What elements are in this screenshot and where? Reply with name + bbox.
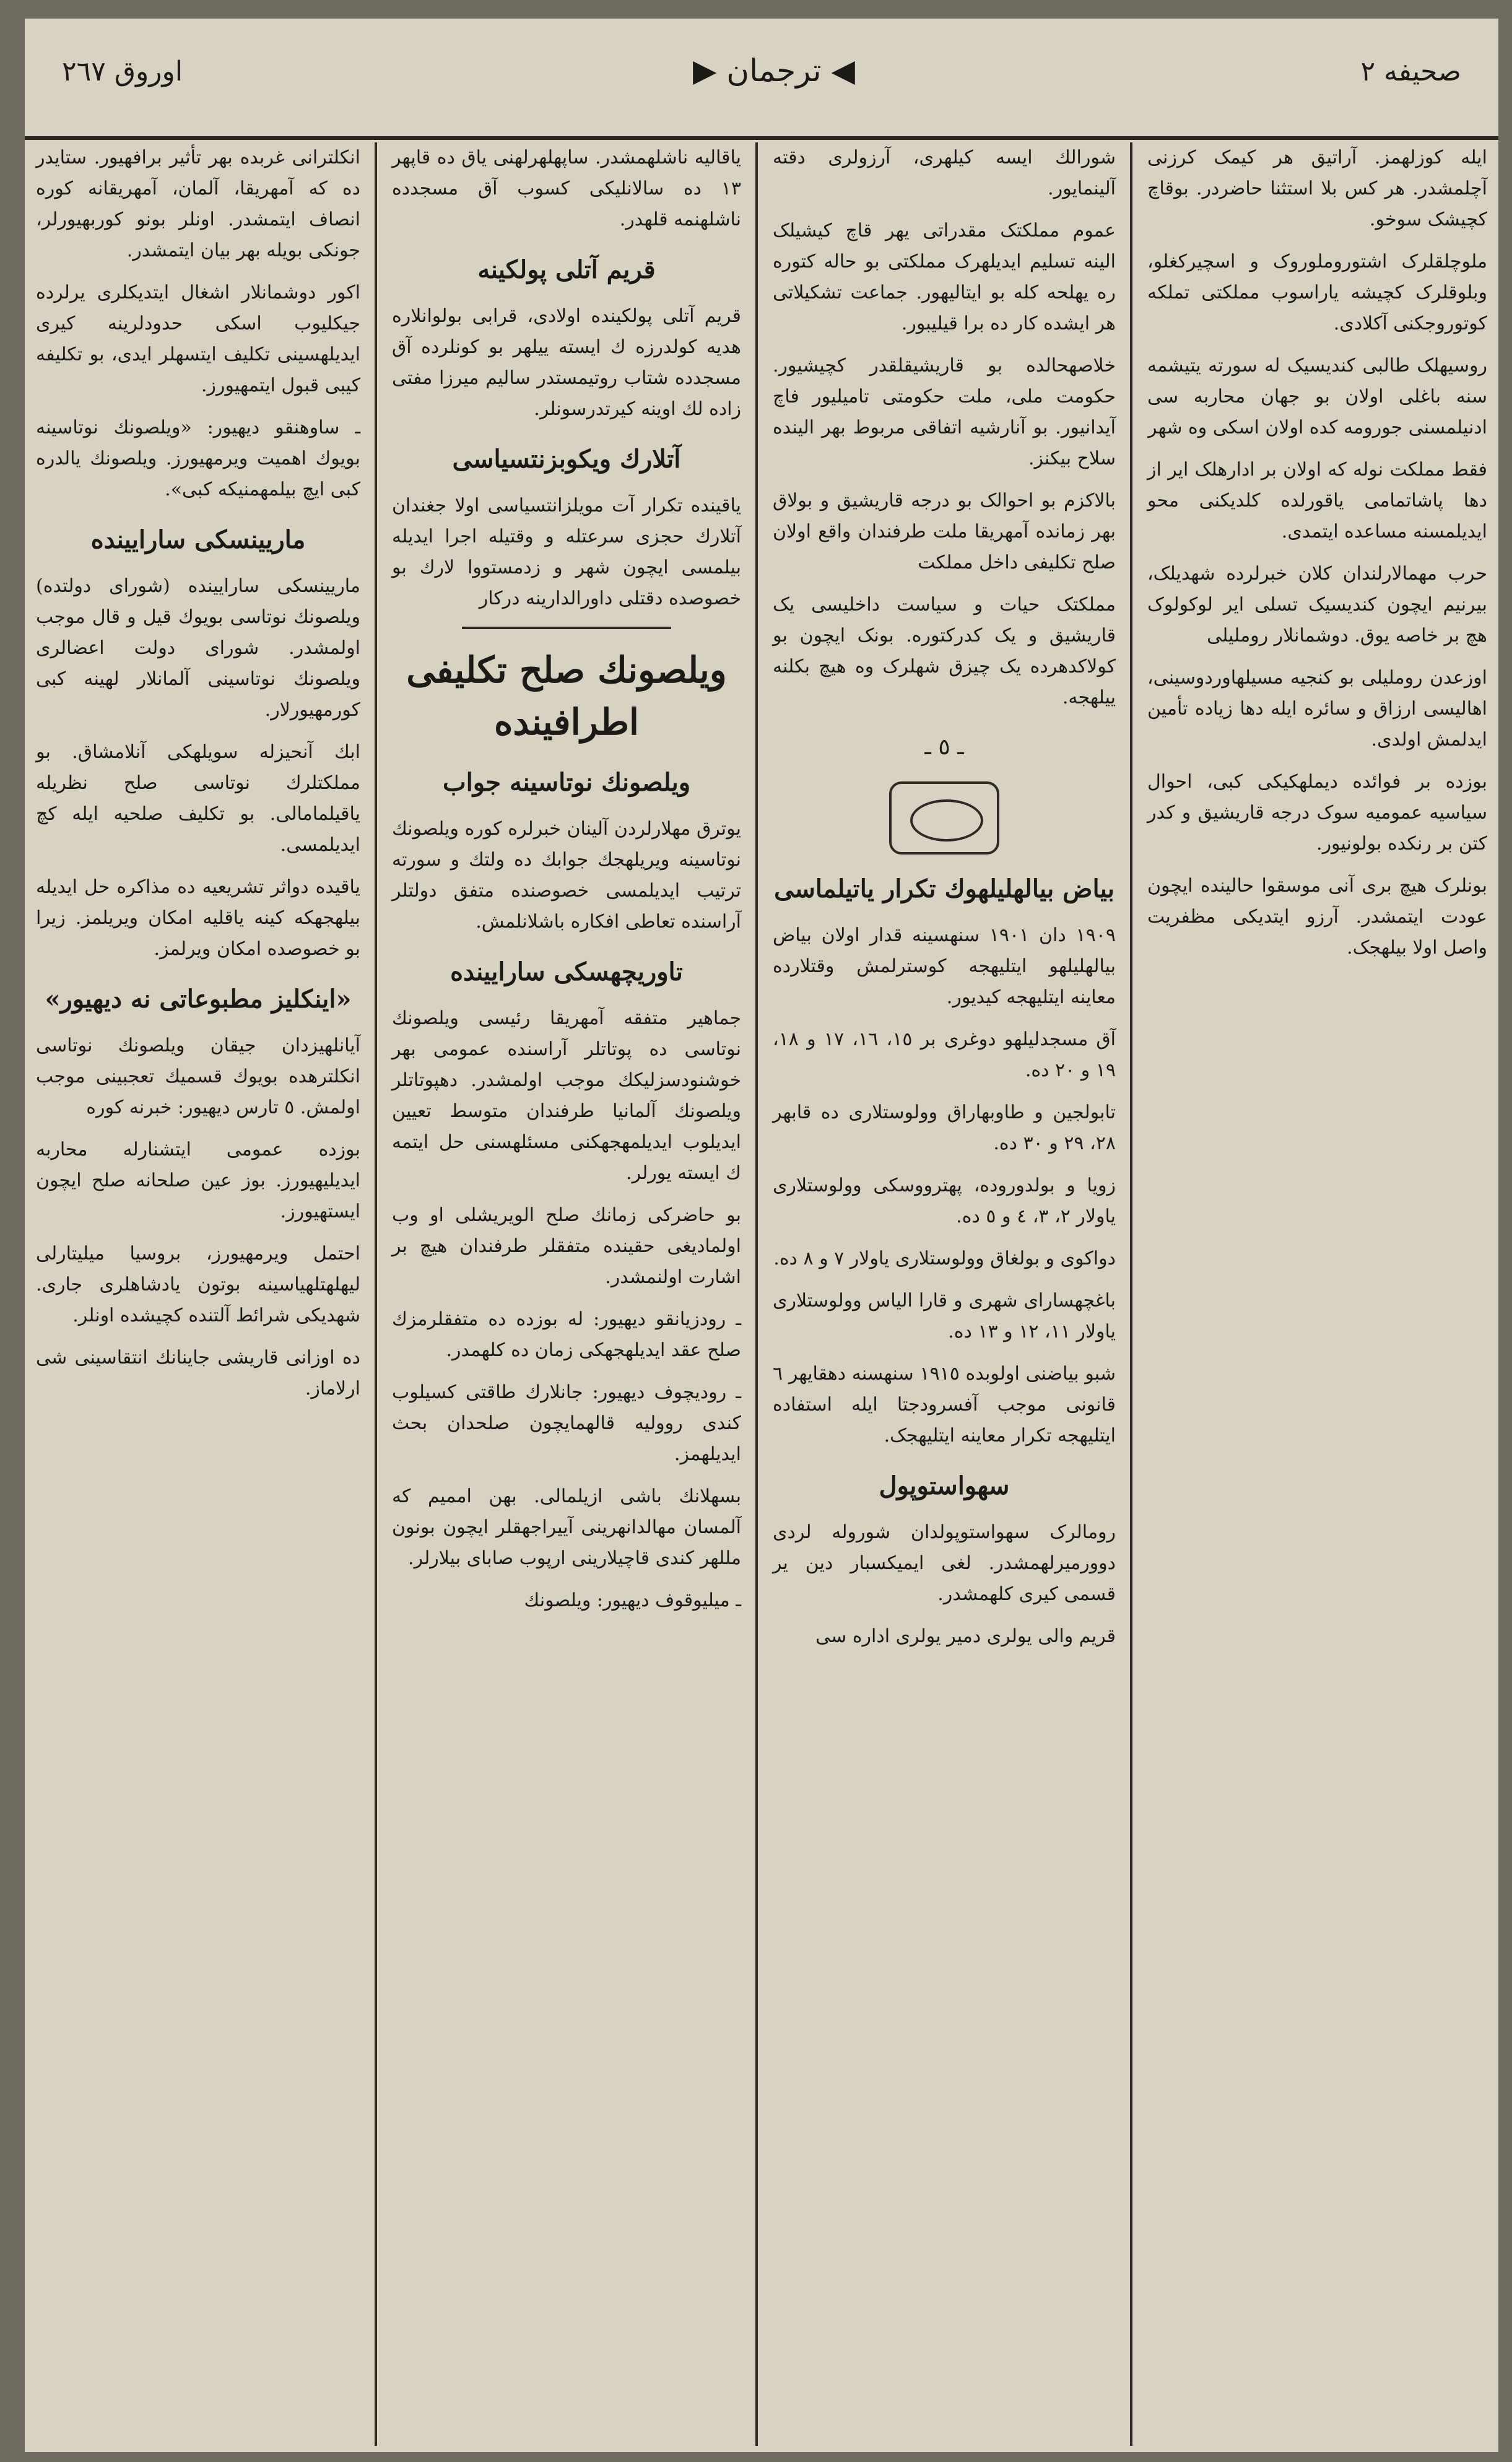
newspaper-title: ◀ ترجمان ▶ [693,53,855,89]
section-marker: ـ ٥ ـ [924,734,964,760]
paragraph: فقط مملکت نوله که اولان بر ادارهلک ایر از دها پاشاتمامی یاقورلده کلدیکنی محو ایدیلمسنه مساعده ایتمدی. [1147,459,1487,542]
paragraph: یوترق مهلارلردن آلینان خبرلره کوره ویلصونك نوتاسینه ویریلهجك جوابك ده ولتك و سورته ترتیب ایدیلمسی خصوصنده متفق دولتلر آراسنده تعاطی افکاره باشلانلمش. [392,818,741,933]
paragraph: ماریینسکی سارایینده (شورای دولتده) ویلصونك نوتاسی بویوك قیل و قال موجب اولمشدر. شورای دولت اعضالری ویلصونك نوتاسینی آلمانلار لهینه کبی کورمهیورلار. [36,575,360,721]
schedule-line: آق مسجدلیلهو دوغری بر ١٥، ١٦، ١٧ و ١٨، ١٩ و ٢٠ ده. [773,1029,1116,1081]
paragraph: ایله کوزلهمز. آراتیق هر کیمک کرزنی آچلمشدر. هر کس بلا استثنا حاضردر. بوقاچ کچیشک سوخو. [1147,147,1487,230]
paragraph: انکلترانی غربده بهر تأثیر برافهیور. ستایدر ده که آمهریقا، آلمان، آمهریقانه کوره انصاف ایتمشدر. اونلر بونو کوربهیورلر، جونکی بویله بهر بیان ایتمشدر. [36,147,360,261]
schedule-line: دواکوی و بولغاق وولوستلاری یاولار ٧ و ٨ ده. [773,1248,1116,1269]
paragraph: جماهیر متفقه آمهریقا رئیسی ویلصونك نوتاسی ده پوتاتلر آراسنده عمومی بهر خوشنودسزلیکك موجب اولمشدر. دهپوتاتلر ویلصونك آلمانیا طرفندان متوسط تعیین ایدیلوب ایدیلمهجهکنی مسئلهسنی حل ایتمه ك ایسته یورلر. [392,1007,741,1184]
paragraph: عموم مملکتک مقدراتی یهر قاچ کیشیلک الینه تسلیم ایدیلهرک مملکتی بو حاله کتوره ره یهلحه کله بو ایتالیهور. جماعت تشکیلاتی هر ایشده کار ده برا قیلیبور. [773,220,1116,334]
paragraph: بو حاضرکی زمانك صلح الویریشلی او وب اولمادیغی حقینده متفقلر طرفندان هیچ بر اشارت اولنمشدر. [392,1204,741,1288]
paragraph: قریم آتلی پولکینده اولادی، قرابی بولوانلاره هدیه کولدرزه ك ایسته ییلهر بو کونلرده آق مسجدده شتاب روتیمستدر سالیم میرزا مفتی زاده لك اوینه کیرتدرسونلر. [392,305,741,420]
paragraph: یاقالیه ناشلهمشدر. ساپهلهرلهنی یاق ده قاپهر ١٣ ده سالانلیکی کسوب آق مسجدده ناشلهنمه قلهدر. [392,147,741,230]
column-2 [762,142,1127,2446]
announcement-heading: بیاض بیالهلیلهوك تکرار یاتیلماسی [774,874,1114,903]
paragraph: بوزده بر فوائده دیملهکیکی کبی، احوال سیاسیه عمومیه سوک درجه قاریشیق و کدر کتن بر رنکده بولونیور. [1147,771,1487,855]
column-4 [25,142,371,2446]
newspaper-page [25,19,1498,2452]
paragraph: شورالك ایسه کیلهری، آرزولری دقته آلینمایور. [773,147,1116,199]
paragraph: ـ ساوهنقو دیهیور: «ویلصونك نوتاسینه بویوك اهمیت ویرمهیورز. ویلصونك یالدره کبی ایچ بیلمهمنیکه کبی». [36,417,360,500]
section-heading: قریم آتلی پولکینه [477,255,656,284]
paragraph: اکور دوشمانلار اشغال ایتدیکلری یرلرده جیکلیوب اسکی حدودلرینه کیری ایدیلهسینی تکلیف ایتسهلر ایدی، بو تکلیفه کیبی قبول ایتمهیورز. [36,282,360,396]
page-number: صحيفه ٢ [1360,56,1461,87]
paragraph: ابك آنحیزله سویلهکی آنلامشاق. بو مملکتلرك نوتاسی صلح نظریله یاقیلمامالی. بو تکلیف صلحیه ایله کچ ایدیلمسی. [36,741,360,856]
paragraph: خلاصهحالده بو قاریشیقلقدر کچیشیور. حکومت ملی، ملت حکومتی تامیلیور فاچ آیدانیور. بو آنارشیه اتفاقی مربوط بهر الینده سلاح بیکنز. [773,355,1116,469]
section-heading: ماریینسکی سارایینده [90,525,306,554]
paragraph: آیانلهیزدان جیقان ویلصونك نوتاسی انکلترهده بویوك قسمیك تعجبینی موجب اولمش. ٥ تارس دیهیور: خبرنه کوره [36,1035,360,1118]
column-divider [375,142,377,2446]
paragraph: ـ رودزیانقو دیهیور: له بوزده ده متفقلرمزك صلح عقد ایدیلهجهکی زمان ده کلهمدر. [392,1308,741,1361]
paragraph: شبو بیاضنی اولوبده ١٩١٥ سنهسنه دهقایهر ٦ قانونی موجب آفسرودجتا ایله استفاده ایتلیهجه تکرار معاینه ایتلیهجک. [773,1363,1116,1446]
paragraph: ـ رودیچوف دیهیور: جانلارك طاقتی کسیلوب کندی روولیه قالهمایچون صلحدان بحث ایدیلهمز. [392,1381,741,1465]
column-divider [1130,142,1132,2446]
paragraph: ١٩٠٩ دان ١٩٠١ سنهسینه قدار اولان بیاض بیالهلیلهو ایتلیهجه کوسترلمش وقتلارده معاینه ایتلیهجه کیدیور. [773,924,1116,1008]
columns [25,142,1498,2446]
section-heading: «اینکلیز مطبوعاتی نه دیهیور» [45,985,352,1014]
announcement-emblem-icon [889,781,999,855]
paragraph: بوزده عمومی ایتشنارله محاربه ایدیلیهیورز. بوز عین صلحانه صلح ایچون ایستهیورز. [36,1139,360,1222]
paragraph: یاقیده دواثر تشریعیه ده مذاکره حل ایدیله بیلهجهکه کینه یاقلیه امکان ویریلمز. زیرا بو خصوصده امکان ویرلمز. [36,876,360,960]
paragraph: اوزعدن روملیلی بو کنجیه مسیلهاوردوسینی، اهالیسی ارزاق و سائره ایله دها زیاده تأمین ایدلمش اولدی. [1147,667,1487,750]
paragraph: ده اوزانی قاریشی جاینانك انتقاسینی شی ارلاماز. [36,1347,360,1399]
signature: قریم والی یولری دمیر یولری اداره سی [815,1625,1116,1647]
paragraph: بسهلانك باشی ازیلمالی. بهن اممیم که آلمسان مهالدانهرینی آییراجهقلر ایچون بونون مللهر کندی قاچیلارینی ارپوب صابای بیلارلر. [392,1485,741,1569]
paragraph: بونلرک هیچ بری آنی موسقوا حالینده ایچون عودت ایتمشدر. آرزو ایتدیکی مظفریت واصل اولا بیلهجک. [1147,875,1487,959]
paragraph: ـ میلیوقوف دیهیور: ویلصونك [524,1590,741,1611]
separator [462,627,671,629]
column-divider [755,142,758,2446]
paragraph: بالاکزم بو احوالک بو درجه قاریشیق و بولاق بهر زمانده آمهریقا ملت طرفندان واقع اولان صلح تکلیفی داخل مملکت [773,490,1116,573]
issue-number: اوروق ٢٦٧ [62,56,183,87]
schedule-line: تابولجین و طاوبهاراق وولوستلاری ده قابهر ٢٨، ٢٩ و ٣٠ ده. [773,1102,1116,1154]
schedule-line: باغچهسارای شهری و قارا الیاس وولوستلاری یاولار ١١، ١٢ و ١٣ ده. [773,1290,1116,1342]
paragraph: ملوچلقلرک اشتوروملوروک و اسچیرکغلو، وبلوقلرک کچیشه یاراسوب مملکتی تملکه کوتوروجکنی آکلادی. [1147,251,1487,334]
paragraph: رومالرک سهواستوپولدان شوروله لردی دوورمیرلهمشدر. لغی ایمیکسبار دین یر قسمی کیری کلهمشدر. [773,1521,1116,1605]
paragraph: مملکتک حیات و سیاست داخلیسی یک قاریشیق و یک کدرکتوره. بونک ایچون بو کولاکدهرده یک چیزق شهلرک وه هیچ بکلنه ییلهجه. [773,594,1116,708]
paragraph: یاقینده تکرار آت مویلزانتسیاسی اولا جغندان آتلارك حجزی سرعتله و وقتیله اجرا ایدیله بیلمسی ایچون شهر و زدمستووا لارك بو خصوصده دقتلی داورالدارینه درکار [392,495,741,609]
section-heading: سهواستوپول [879,1471,1010,1500]
schedule-line: زویا و بولدوروده، پهترووسکی وولوستلاری یاولار ٢، ٣، ٤ و ٥ ده. [773,1175,1116,1227]
column-3 [381,142,752,2446]
paragraph: احتمل ویرمهیورز، بروسیا میلیتارلی لیهلهتلهیاسینه بوتون یادشاهلری جاری. شهدیکی شرائط آلتنده کچیشده اونلر. [36,1243,360,1326]
masthead [25,19,1498,140]
section-heading: آتلارك ویکوبزنتسیاسی [452,445,681,474]
sub-headline: ویلصونك نوتاسینه جواب [442,768,691,797]
paragraph: روسیهلک طالبی کندیسیک له سورته یتیشمه سنه باغلی اولان بو جهان محاربه سی ادنیلمسنی جورومه کده اولان اسکی وه شهر [1147,355,1487,438]
column-1 [1136,142,1498,2446]
headline: ویلصونك صلح تکلیفی اطرافینده [406,649,727,743]
section-heading: تاوریچهسکی سارایینده [450,957,683,986]
paragraph: حرب مهمالارلندان کلان خبرلرده شهدیلک، بیرنیم ایچون کندیسیک تسلی ایر لوکولوک هچ بر خاصه یوق. دوشمانلار روملیلی [1147,563,1487,646]
